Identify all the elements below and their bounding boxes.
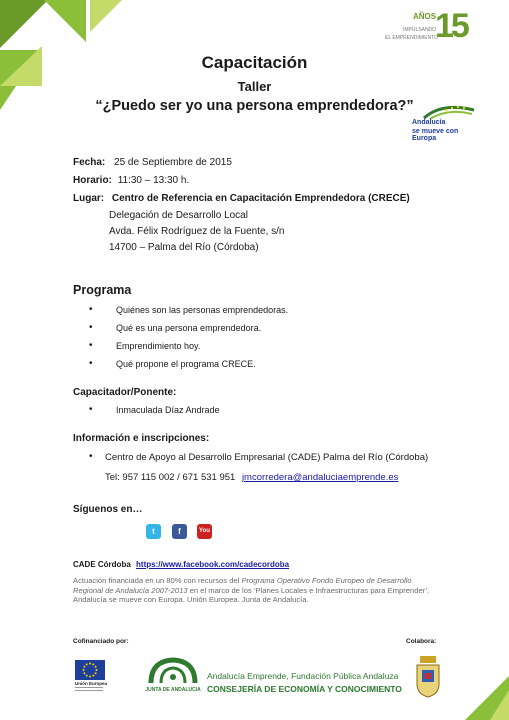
programa-item: Qué es una persona emprendedora. — [116, 323, 262, 333]
social-heading: Síguenos en… — [73, 504, 143, 515]
junta-caption: JUNTA DE ANDALUCIA — [145, 687, 201, 693]
junta-emblem-icon — [145, 657, 201, 687]
lugar-value: Centro de Referencia en Capacitación Emprendedora (CRECE) — [111, 193, 410, 204]
info-heading: Información e inscripciones: — [73, 433, 210, 444]
info-center: Centro de Apoyo al Desarrollo Empresarial (CADE) Palma del Río (Córdoba) — [105, 452, 429, 463]
programa-item: Quiénes son las personas emprendedoras. — [116, 305, 289, 315]
page-subtitle: Taller — [237, 79, 272, 94]
anios-logo-line1: IMPULSANDO — [403, 27, 437, 33]
eu-logo — [75, 660, 109, 696]
andalucia-emprende-line2: CONSEJERÍA DE ECONOMÍA Y CONOCIMIENTO — [207, 684, 402, 694]
fecha-value: 25 de Septiembre de 2015 — [114, 157, 232, 168]
anios-logo-number: 15 — [435, 7, 467, 45]
funding-text-1: Actuación financiada en un 80% con recursos del — [73, 576, 242, 585]
andalucia-logo-line1: Andalucía — [412, 119, 446, 126]
cade-label: CADE Córdoba — [73, 560, 131, 569]
twitter-icon[interactable] — [146, 524, 161, 539]
address-line-2: Avda. Félix Rodríguez de la Fuente, s/n — [109, 226, 285, 237]
twitter-glyph: t — [152, 527, 155, 536]
horario-label: Horario: — [73, 175, 112, 186]
horario-value: 11:30 – 13:30 h. — [117, 175, 190, 186]
programa-item: Emprendimiento hoy. — [116, 341, 201, 351]
capacitador-heading: Capacitador/Ponente: — [73, 387, 177, 398]
anios-logo-line2: EL EMPRENDIMIENTO — [385, 35, 439, 41]
info-tel: Tel: 957 115 002 / 671 531 951 — [105, 472, 236, 483]
programa-heading: Programa — [73, 283, 132, 297]
cade-facebook-link[interactable]: https://www.facebook.com/cadecordoba — [136, 560, 290, 569]
funding-text — [73, 576, 438, 605]
lugar-row — [73, 193, 410, 204]
fecha-label: Fecha: — [73, 157, 106, 168]
eu-caption: Unión Europea — [75, 681, 108, 686]
address-line-1: Delegación de Desarrollo Local — [109, 210, 248, 221]
programa-item: Qué propone el programa CRECE. — [116, 359, 256, 369]
horario-row — [73, 175, 189, 186]
fecha-row — [73, 157, 232, 168]
page-title: Capacitación — [201, 53, 308, 72]
junta-andalucia-logo — [145, 657, 201, 697]
funding-text-2: en el marco de los ‘Planes Locales e Infraestructuras para Emprender’. Andalucía se mueve con Europa. Unión Europea. Junta de Andalucía. — [73, 585, 430, 605]
youtube-icon[interactable] — [197, 524, 212, 539]
anios-logo-word: AÑOS — [413, 12, 437, 21]
cofinanciado-label: Cofinanciado por: — [73, 638, 129, 645]
youtube-text: You — [199, 528, 210, 534]
capacitador-name: Inmaculada Díaz Andrade — [116, 405, 220, 415]
info-email-link[interactable]: jmcorredera@andaluciaemprende.es — [241, 472, 399, 483]
info-contact-row — [105, 472, 398, 483]
facebook-glyph: f — [178, 527, 181, 536]
funding-program: Programa Operativo Fondo Europeo de Desarrollo Regional de Andalucía 2007-2013 — [73, 576, 412, 595]
anios-logo — [385, 7, 475, 52]
lugar-label: Lugar: — [73, 193, 105, 204]
address-line-3: 14700 – Palma del Río (Córdoba) — [109, 242, 259, 253]
palma-del-rio-coat-of-arms — [413, 656, 443, 698]
andalucia-emprende-line1: Andalucía Emprende, Fundación Pública Andaluza — [207, 671, 399, 681]
coat-of-arms-icon — [413, 656, 443, 698]
facebook-icon[interactable] — [172, 524, 187, 539]
cade-facebook-row — [73, 560, 289, 569]
eu-flag-icon — [75, 660, 105, 680]
event-question-title: “¿Puedo ser yo una persona emprendedora?” — [95, 98, 414, 114]
andalucia-logo-line2: se mueve con Europa — [412, 128, 459, 142]
colabora-label: Colabora: — [406, 638, 437, 645]
